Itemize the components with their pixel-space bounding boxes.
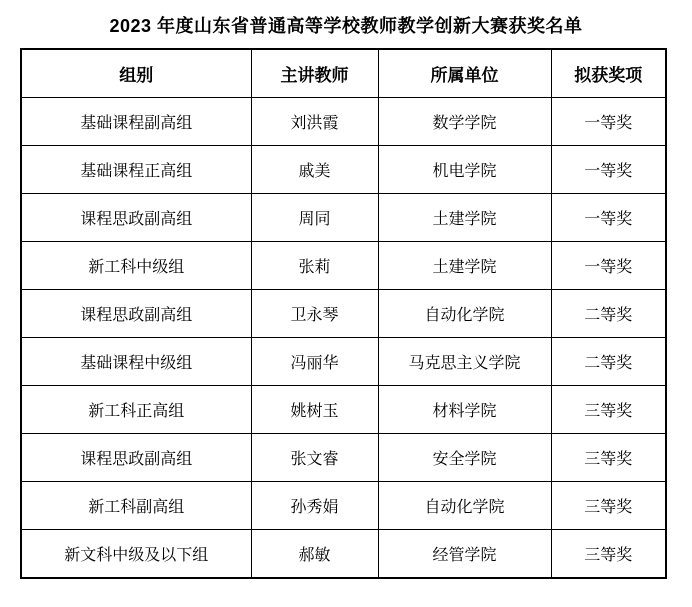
cell-teacher: 戚美 <box>251 146 378 194</box>
cell-teacher: 孙秀娟 <box>251 482 378 530</box>
cell-group: 课程思政副高组 <box>21 290 251 338</box>
cell-teacher: 周同 <box>251 194 378 242</box>
cell-unit: 土建学院 <box>378 242 551 290</box>
table-row <box>21 434 666 482</box>
cell-award: 二等奖 <box>551 338 666 386</box>
cell-unit: 材料学院 <box>378 386 551 434</box>
table-row <box>21 146 666 194</box>
cell-award: 三等奖 <box>551 530 666 579</box>
cell-award: 三等奖 <box>551 482 666 530</box>
table-row <box>21 194 666 242</box>
cell-unit: 自动化学院 <box>378 482 551 530</box>
cell-unit: 自动化学院 <box>378 290 551 338</box>
table-row <box>21 482 666 530</box>
cell-unit: 安全学院 <box>378 434 551 482</box>
cell-teacher: 刘洪霞 <box>251 98 378 146</box>
col-header-unit: 所属单位 <box>378 49 551 98</box>
cell-teacher: 张莉 <box>251 242 378 290</box>
cell-award: 二等奖 <box>551 290 666 338</box>
cell-award: 一等奖 <box>551 98 666 146</box>
cell-award: 一等奖 <box>551 146 666 194</box>
table-row <box>21 290 666 338</box>
cell-group: 基础课程副高组 <box>21 98 251 146</box>
awards-table <box>20 48 667 579</box>
cell-group: 新文科中级及以下组 <box>21 530 251 579</box>
cell-unit: 马克思主义学院 <box>378 338 551 386</box>
cell-group: 新工科副高组 <box>21 482 251 530</box>
header-row <box>21 49 666 98</box>
cell-award: 三等奖 <box>551 386 666 434</box>
cell-teacher: 冯丽华 <box>251 338 378 386</box>
col-header-award: 拟获奖项 <box>551 49 666 98</box>
cell-award: 一等奖 <box>551 242 666 290</box>
table-row <box>21 338 666 386</box>
cell-teacher: 郝敏 <box>251 530 378 579</box>
cell-group: 新工科中级组 <box>21 242 251 290</box>
table-row <box>21 242 666 290</box>
table-row <box>21 98 666 146</box>
cell-teacher: 姚树玉 <box>251 386 378 434</box>
cell-award: 三等奖 <box>551 434 666 482</box>
table-row <box>21 386 666 434</box>
cell-teacher: 张文睿 <box>251 434 378 482</box>
cell-unit: 经管学院 <box>378 530 551 579</box>
cell-unit: 土建学院 <box>378 194 551 242</box>
cell-group: 课程思政副高组 <box>21 434 251 482</box>
cell-group: 基础课程中级组 <box>21 338 251 386</box>
col-header-teacher: 主讲教师 <box>251 49 378 98</box>
cell-award: 一等奖 <box>551 194 666 242</box>
table-row <box>21 530 666 579</box>
cell-unit: 机电学院 <box>378 146 551 194</box>
cell-group: 课程思政副高组 <box>21 194 251 242</box>
cell-teacher: 卫永琴 <box>251 290 378 338</box>
col-header-group: 组别 <box>21 49 251 98</box>
page-title: 2023 年度山东省普通高等学校教师教学创新大赛获奖名单 <box>109 16 583 36</box>
cell-group: 基础课程正高组 <box>21 146 251 194</box>
cell-group: 新工科正高组 <box>21 386 251 434</box>
cell-unit: 数学学院 <box>378 98 551 146</box>
